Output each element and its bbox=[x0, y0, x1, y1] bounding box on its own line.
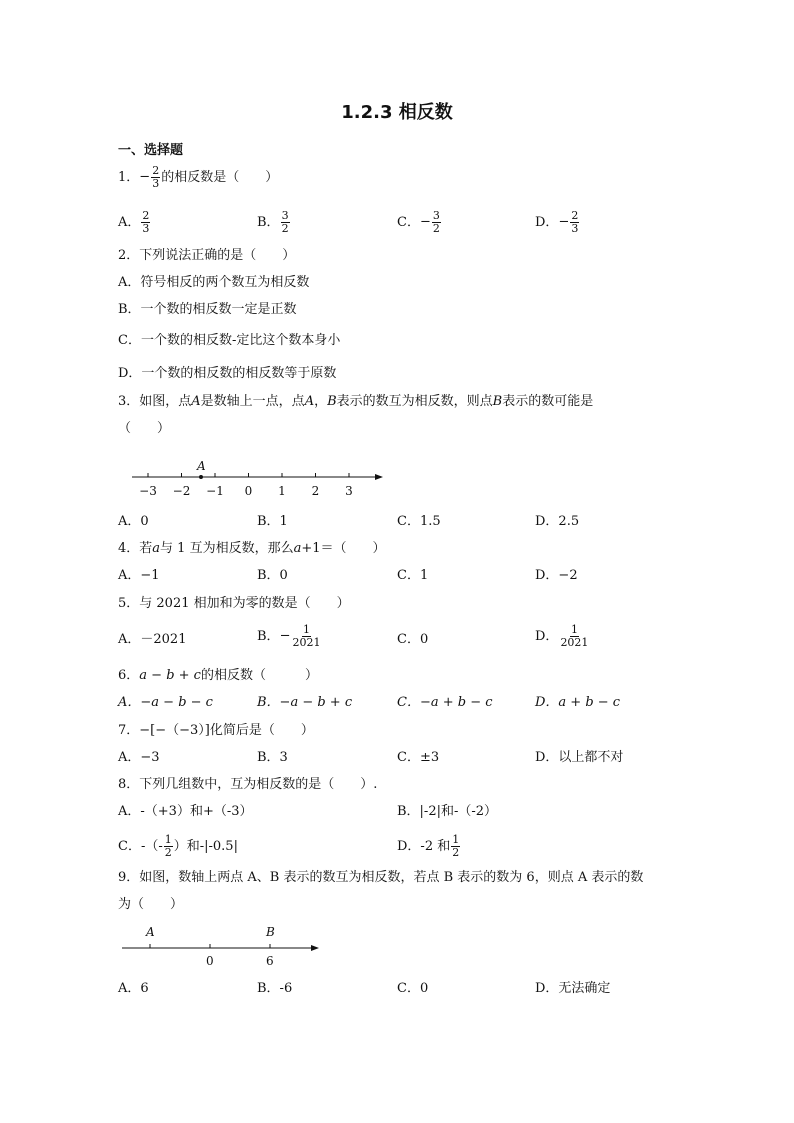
question-4: 4．若a与 1 互为相反数，那么a+1＝（ ） bbox=[118, 541, 386, 556]
q9-option-c: C．0 bbox=[397, 981, 429, 996]
q1-fraction: $\frac{2}{3}$ bbox=[152, 164, 160, 190]
question-9: 9．如图，数轴上两点 A、B 表示的数互为相反数，若点 B 表示的数为 6，则点 A 表示的数 bbox=[118, 870, 644, 885]
q9-number-line bbox=[118, 920, 328, 970]
q8-option-d: D．-2 和 $\frac{1}{2}$ bbox=[397, 833, 460, 859]
q6-option-d: D．a + b − c bbox=[535, 695, 621, 710]
q6-option-c: C．−a + b − c bbox=[397, 695, 493, 710]
q9-option-b: B．-6 bbox=[257, 981, 293, 996]
q3-tick-label: −2 bbox=[172, 484, 191, 498]
q1-option-c: C．− $\frac{3}{2}$ bbox=[397, 209, 440, 235]
q9-label-0: 0 bbox=[206, 954, 214, 968]
q3-tick-label: 0 bbox=[244, 484, 253, 498]
q3-option-a: A．0 bbox=[118, 514, 149, 529]
q3-tick-label: 3 bbox=[345, 484, 353, 498]
q6-option-a: A．−a − b − c bbox=[118, 695, 213, 710]
question-8: 8．下列几组数中，互为相反数的是（ ）. bbox=[118, 777, 378, 792]
q5-option-d: D． $\frac{1}{2021}$ bbox=[535, 623, 589, 649]
q3-point-a bbox=[199, 475, 203, 479]
q8-option-b: B．|-2|和-（-2） bbox=[397, 804, 498, 819]
q3-tick-label: −1 bbox=[206, 484, 224, 498]
question-7: 7．−[−（−3）]化简后是（ ） bbox=[118, 723, 314, 738]
q9-option-a: A．6 bbox=[118, 981, 149, 996]
page-title: 1.2.3 相反数 bbox=[341, 102, 453, 123]
q1-option-b: B． $\frac{3}{2}$ bbox=[257, 209, 289, 235]
q1-option-d: D．− $\frac{2}{3}$ bbox=[535, 209, 579, 235]
q3-tick-label: −3 bbox=[139, 484, 157, 498]
q7-option-d: D．以上都不对 bbox=[535, 750, 624, 765]
section-heading: 一、选择题 bbox=[118, 143, 184, 158]
q1-text: 的相反数是（ ） bbox=[161, 170, 279, 185]
q5-option-b: B．− $\frac{1}{2021}$ bbox=[257, 623, 321, 649]
q2-option-b: B．一个数的相反数一定是正数 bbox=[118, 302, 297, 317]
q4-option-b: B．0 bbox=[257, 568, 288, 583]
q3-point-a-label: A bbox=[197, 459, 206, 473]
q7-option-c: C．±3 bbox=[397, 750, 440, 765]
q3-option-b: B．1 bbox=[257, 514, 288, 529]
arrow-right-icon bbox=[375, 474, 383, 480]
q4-option-c: C．1 bbox=[397, 568, 429, 583]
q2-option-d: D．一个数的相反数的相反数等于原数 bbox=[118, 366, 337, 381]
q5-option-c: C．0 bbox=[397, 632, 429, 647]
q3-paren: （ ） bbox=[118, 421, 171, 436]
q7-option-a: A．−3 bbox=[118, 750, 160, 765]
q9-label-6: 6 bbox=[266, 954, 274, 968]
question-6: 6．a − b + c的相反数（ ） bbox=[118, 668, 318, 683]
q9-option-d: D．无法确定 bbox=[535, 981, 611, 996]
q8-option-a: A．-（+3）和+（-3） bbox=[118, 804, 253, 819]
q8-option-c: C．-（- $\frac{1}{2}$ ）和-|-0.5| bbox=[118, 833, 238, 859]
q6-option-b: B．−a − b + c bbox=[257, 695, 353, 710]
question-1 bbox=[118, 165, 278, 190]
q2-option-a: A．符号相反的两个数互为相反数 bbox=[118, 275, 310, 290]
q4-option-a: A．−1 bbox=[118, 568, 160, 583]
q9-label-b: B bbox=[266, 925, 275, 939]
arrow-right-icon bbox=[311, 945, 319, 951]
q3-option-d: D．2.5 bbox=[535, 514, 580, 529]
q5-option-a: A．－2021 bbox=[118, 632, 187, 647]
question-3: 3．如图，点A是数轴上一点，点A，B表示的数互为相反数，则点B表示的数可能是 bbox=[118, 394, 594, 409]
q1-number: 1． bbox=[118, 170, 140, 185]
question-2: 2．下列说法正确的是（ ） bbox=[118, 248, 296, 263]
q1-minus: − bbox=[139, 169, 151, 185]
q3-tick-label: 1 bbox=[278, 484, 286, 498]
q1-option-a: A． $\frac{2}{3}$ bbox=[118, 209, 150, 235]
question-5: 5．与 2021 相加和为零的数是（ ） bbox=[118, 596, 350, 611]
q3-tick-label: 2 bbox=[311, 484, 320, 498]
q7-option-b: B．3 bbox=[257, 750, 288, 765]
q3-number-line bbox=[125, 455, 390, 500]
q3-option-c: C．1.5 bbox=[397, 514, 441, 529]
q4-option-d: D．−2 bbox=[535, 568, 578, 583]
q2-option-c: C．一个数的相反数-定比这个数本身小 bbox=[118, 333, 341, 348]
q9-line-2: 为（ ） bbox=[118, 897, 184, 912]
q9-label-a: A bbox=[146, 925, 155, 939]
